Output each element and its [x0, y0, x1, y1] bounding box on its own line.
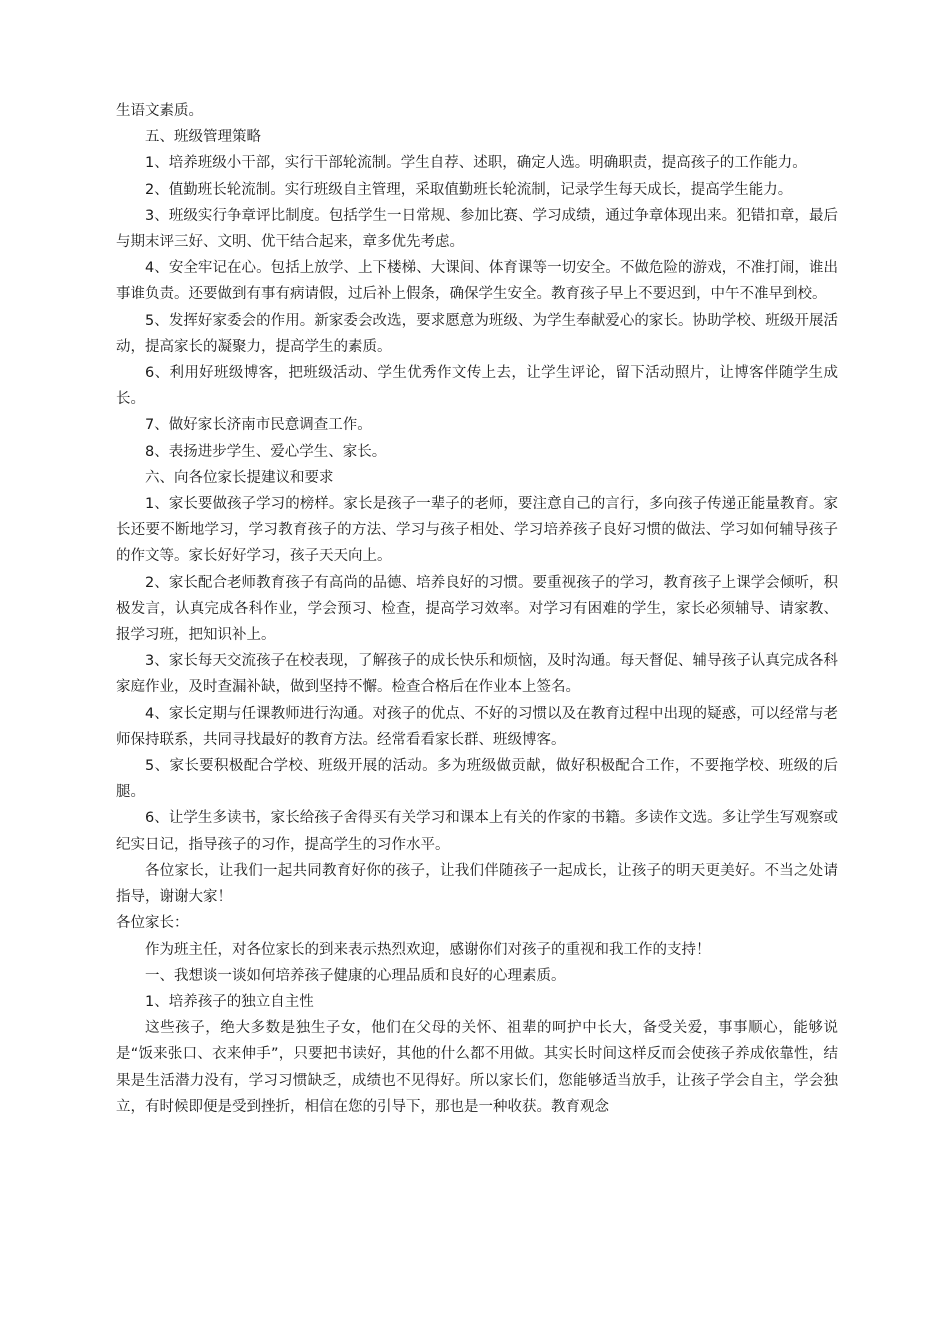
paragraph: 这些孩子，绝大多数是独生子女，他们在父母的关怀、祖辈的呵护中长大，备受关爱，事事顺心，能够说是“饭来张口、衣来伸手”，只要把书读好，其他的什么都不用做。其实长时间这样反而会使孩子养成依靠性，结果是生活潜力没有，学习习惯缺乏，成绩也不见得好。所以家长们，您能够适当放手，让孩子学会自主，学会独立，有时候即便是受到挫折，相信在您的引导下，那也是一种收获。教育观念: [116, 1020, 838, 1115]
closing-paragraph: 各位家长，让我们一起共同教育好你的孩子，让我们伴随孩子一起成长，让孩子的明天更美好。不当之处请指导，谢谢大家！: [116, 862, 838, 906]
paragraph: 4、安全牢记在心。包括上放学、上下楼梯、大课间、体育课等一切安全。不做危险的游戏，不准打闹，谁出事谁负责。还要做到有事有病请假，过后补上假条，确保学生安全。教育孩子早上不要迟到，中午不准早到校。: [116, 260, 838, 303]
paragraph: 6、利用好班级博客，把班级活动、学生优秀作文传上去，让学生评论，留下活动照片，让博客伴随学生成长。: [116, 365, 838, 408]
paragraph: 3、班级实行争章评比制度。包括学生一日常规、参加比赛、学习成绩，通过争章体现出来。犯错扣章，最后与期末评三好、文明、优干结合起来，章多优先考虑。: [116, 207, 838, 251]
section-heading: 一、我想谈一谈如何培养孩子健康的心理品质和良好的心理素质。: [145, 967, 566, 984]
paragraph: 生语文素质。: [116, 103, 203, 119]
paragraph: 作为班主任，对各位家长的到来表示热烈欢迎，感谢你们对孩子的重视和我工作的支持！: [145, 941, 711, 958]
paragraph: 1、培养班级小干部，实行干部轮流制。学生自荐、述职，确定人选。明确职责，提高孩子的工作能力。: [145, 155, 807, 172]
paragraph: 3、家长每天交流孩子在校表现，了解孩子的成长快乐和烦恼，及时沟通。每天督促、辅导孩子认真完成各科家庭作业，及时查漏补缺，做到坚持不懈。检查合格后在作业本上签名。: [116, 653, 838, 696]
paragraph: 1、家长要做孩子学习的榜样。家长是孩子一辈子的老师，要注意自己的言行，多向孩子传递正能量教育。家长还要不断地学习，学习教育孩子的方法、学习与孩子相处、学习培养孩子良好习惯的做法、学习如何辅导孩子的作文等。家长好好学习，孩子天天向上。: [116, 496, 838, 565]
paragraph: 7、做好家长济南市民意调查工作。: [145, 417, 372, 434]
paragraph: 5、家长要积极配合学校、班级开展的活动。多为班级做贡献，做好积极配合工作，不要拖学校、班级的后腿。: [116, 758, 838, 801]
salutation: 各位家长：: [116, 915, 189, 932]
section-heading: 六、向各位家长提建议和要求: [145, 469, 334, 486]
paragraph: 6、让学生多读书，家长给孩子舍得买有关学习和课本上有关的作家的书籍。多读作文选。多让学生写观察或纪实日记，指导孩子的习作，提高学生的习作水平。: [116, 810, 838, 853]
paragraph: 5、发挥好家委会的作用。新家委会改选，要求愿意为班级、为学生奉献爱心的家长。协助学校、班级开展活动，提高家长的凝聚力，提高学生的素质。: [116, 312, 838, 355]
subsection-heading: 1、培养孩子的独立自主性: [145, 993, 314, 1010]
paragraph: 8、表扬进步学生、爱心学生、家长。: [145, 443, 387, 460]
paragraph: 2、值勤班长轮流制。实行班级自主管理，采取值勤班长轮流制，记录学生每天成长，提高学生能力。: [145, 181, 793, 198]
section-heading: 五、班级管理策略: [145, 129, 261, 146]
paragraph: 2、家长配合老师教育孩子有高尚的品德、培养良好的习惯。要重视孩子的学习，教育孩子上课学会倾听，积极发言，认真完成各科作业，学会预习、检查，提高学习效率。对学习有困难的学生，家长必须辅导、请家教、报学习班，把知识补上。: [116, 574, 838, 644]
paragraph: 4、家长定期与任课教师进行沟通。对孩子的优点、不好的习惯以及在教育过程中出现的疑惑，可以经常与老师保持联系，共同寻找最好的教育方法。经常看看家长群、班级博客。: [116, 705, 838, 748]
document-page: [116, 98, 838, 1120]
